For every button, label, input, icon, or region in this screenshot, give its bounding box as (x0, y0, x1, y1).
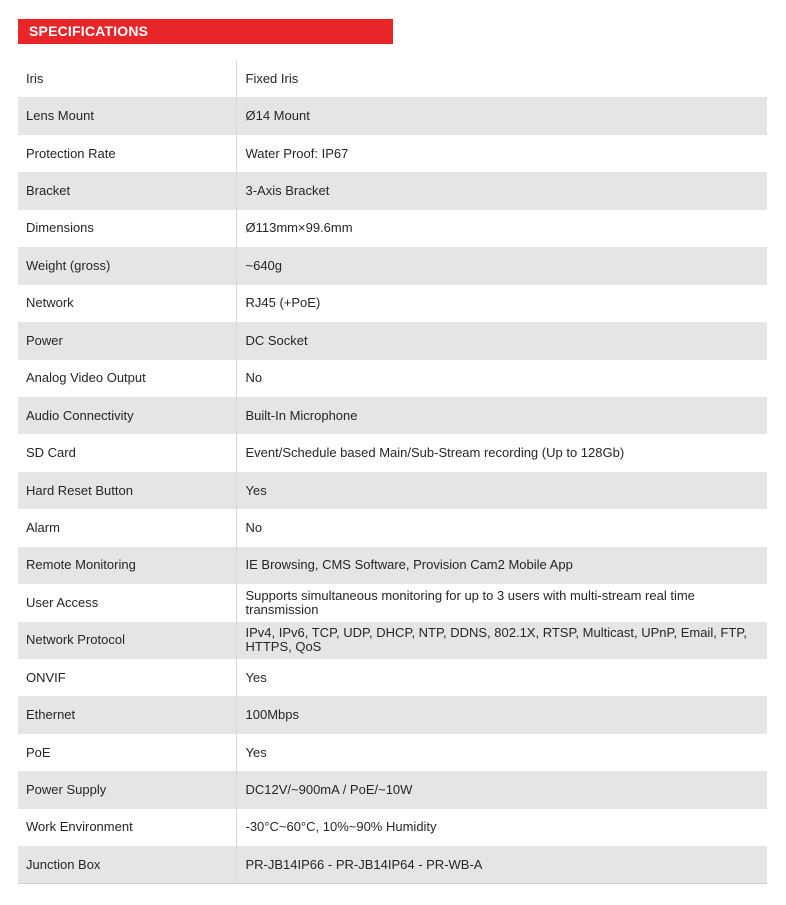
spec-value: Built-In Microphone (236, 397, 767, 434)
spec-row-power-supply (18, 771, 767, 808)
spec-row-bracket (18, 172, 767, 209)
spec-value: PR-JB14IP66 - PR-JB14IP64 - PR-WB-A (236, 846, 767, 883)
spec-value: Ø113mm×99.6mm (245, 220, 353, 236)
spec-label: Power (18, 322, 236, 359)
spec-label: Iris (18, 60, 236, 97)
spec-value: 3-Axis Bracket (236, 172, 767, 209)
spec-value: IE Browsing, CMS Software, Provision Cam2 Mobile App (236, 547, 767, 584)
spec-label: PoE (18, 734, 236, 771)
spec-label: Hard Reset Button (18, 472, 236, 509)
spec-value: No (245, 519, 263, 535)
spec-value: 100Mbps (236, 696, 767, 733)
spec-value: Yes (236, 472, 767, 509)
spec-row-network-protocol (18, 622, 767, 659)
spec-row-user-access (18, 584, 767, 621)
spec-row-dimensions (18, 210, 767, 247)
spec-value: DC Socket (236, 322, 767, 359)
spec-row-sd-card (18, 434, 767, 471)
spec-value: DC12V/~900mA / PoE/~10W (236, 771, 767, 808)
spec-row-junction-box (18, 846, 767, 883)
spec-label: ONVIF (18, 659, 236, 696)
spec-value: Ø14 Mount (236, 97, 767, 134)
spec-value: -30°C~60°C, 10%~90% Humidity (245, 819, 437, 835)
spec-label: Lens Mount (18, 97, 236, 134)
spec-label: Remote Monitoring (18, 547, 236, 584)
spec-label: User Access (18, 584, 236, 621)
spec-row-protection-rate (18, 135, 767, 172)
spec-row-work-environment (18, 809, 767, 846)
spec-value: No (245, 370, 263, 386)
spec-label: Protection Rate (18, 135, 236, 172)
spec-label: Work Environment (18, 809, 236, 846)
spec-value: Water Proof: IP67 (245, 145, 349, 161)
spec-label: Bracket (18, 172, 236, 209)
spec-row-network (18, 285, 767, 322)
spec-value: Fixed Iris (245, 70, 299, 86)
spec-row-hard-reset-button (18, 472, 767, 509)
spec-label: SD Card (18, 434, 236, 471)
spec-label: Junction Box (18, 846, 236, 883)
specifications-table (18, 60, 767, 884)
spec-value: RJ45 (+PoE) (245, 295, 321, 311)
spec-value: Event/Schedule based Main/Sub-Stream recording (Up to 128Gb) (245, 445, 625, 461)
spec-row-poe (18, 734, 767, 771)
spec-row-iris (18, 60, 767, 97)
spec-row-remote-monitoring (18, 547, 767, 584)
spec-row-power (18, 322, 767, 359)
spec-row-onvif (18, 659, 767, 696)
spec-value: IPv4, IPv6, TCP, UDP, DHCP, NTP, DDNS, 802.1X, RTSP, Multicast, UPnP, Email, FTP, HTTPS, QoS (236, 622, 767, 659)
spec-value: ~640g (236, 247, 767, 284)
spec-row-ethernet (18, 696, 767, 733)
spec-row-weight (18, 247, 767, 284)
spec-label: Audio Connectivity (18, 397, 236, 434)
spec-label: Weight (gross) (18, 247, 236, 284)
spec-label: Power Supply (18, 771, 236, 808)
spec-row-alarm (18, 509, 767, 546)
spec-value: Supports simultaneous monitoring for up to 3 users with multi-stream real time transmission (245, 587, 695, 617)
section-header-specifications: SPECIFICATIONS (18, 19, 393, 44)
spec-label: Analog Video Output (18, 360, 236, 397)
spec-label: Network Protocol (18, 622, 236, 659)
spec-label: Ethernet (18, 696, 236, 733)
spec-row-analog-video-output (18, 360, 767, 397)
spec-label: Dimensions (18, 210, 236, 247)
spec-value: Yes (245, 744, 267, 760)
spec-label: Network (18, 285, 236, 322)
spec-label: Alarm (18, 509, 236, 546)
spec-row-audio-connectivity (18, 397, 767, 434)
spec-value: Yes (245, 669, 267, 685)
spec-row-lens-mount (18, 97, 767, 134)
